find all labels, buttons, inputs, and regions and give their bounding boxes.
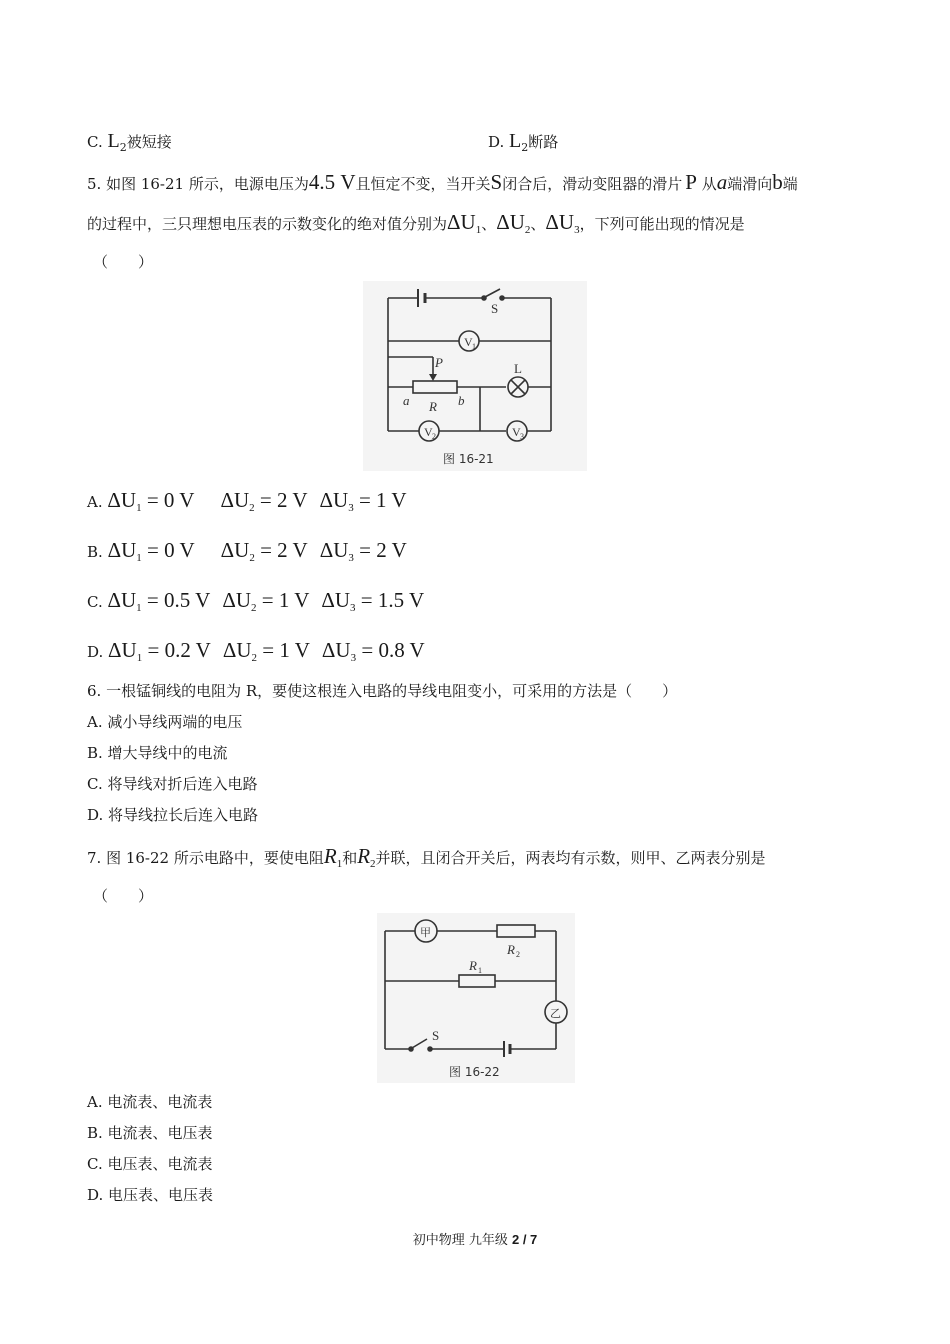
q5-option-b: B. $\Delta U_1 = 0$ V $\Delta U_2 = 2$ V $\Delta U_3 = 2$ V	[87, 538, 407, 564]
q6-option-b: B. 增大导线中的电流	[87, 744, 228, 762]
q6-option-d: D. 将导线拉长后连入电路	[87, 806, 259, 824]
fig1-label-s: S	[491, 301, 499, 316]
q5-option-c: C. $\Delta U_1 = 0.5$ V $\Delta U_2 = 1$ V $\Delta U_3 = 1.5$ V	[87, 588, 425, 614]
q7-option-c: C. 电压表、电流表	[87, 1155, 213, 1173]
q5-stem-line2: 的过程中，三只理想电压表的示数变化的绝对值分别为$\Delta U_1$、$\Delta U_2$、$\Delta U_3$，下列可能出现的情况是	[87, 210, 745, 236]
q5-answer-bracket: （ ）	[93, 253, 154, 271]
fig2-label-jia: 甲	[420, 926, 431, 939]
fig1-label-v3: V	[512, 425, 521, 439]
fig2-label-s: S	[432, 1028, 440, 1043]
q7-stem: 7. 图 16-22 所示电路中，要使电阻$R_1$和$R_2$并联，且闭合开关后，两表均有示数，则甲、乙两表分别是	[87, 844, 766, 870]
svg-text:2: 2	[516, 950, 520, 959]
q5-option-a: A. $\Delta U_1 = 0$ V $\Delta U_2 = 2$ V $\Delta U_3 = 1$ V	[87, 488, 407, 514]
q7-answer-bracket: （ ）	[93, 887, 154, 905]
page-footer	[0, 1229, 950, 1248]
figure-16-21	[363, 281, 587, 471]
fig1-label-r: R	[429, 399, 437, 414]
fig2-label-r2: R	[507, 942, 515, 957]
q5-stem-line1: 5. 如图 16-21 所示，电源电压为4.5 V且恒定不变，当开关S闭合后，滑动变阻器的滑片 P 从a端滑向b端	[87, 170, 798, 194]
q5-option-d: D. $\Delta U_1 = 0.2$ V $\Delta U_2 = 1$ V $\Delta U_3 = 0.8$ V	[87, 638, 425, 664]
fig1-label-b: b	[458, 393, 465, 408]
q7-option-b: B. 电流表、电压表	[87, 1124, 213, 1142]
q6-option-c: C. 将导线对折后连入电路	[87, 775, 258, 793]
q6-option-a: A. 减小导线两端的电压	[87, 713, 243, 731]
fig1-label-v2: V	[424, 425, 433, 439]
svg-text:3: 3	[520, 432, 524, 441]
fig1-label-v1: V	[464, 335, 473, 349]
fig1-label-a: a	[403, 393, 410, 408]
fig2-label-r1: R	[469, 958, 477, 973]
svg-text:2: 2	[432, 432, 436, 441]
q4-option-c: C. $L_2$被短接	[87, 130, 172, 154]
fig1-label-l: L	[514, 361, 522, 376]
page-number: 2 / 7	[511, 1232, 538, 1247]
fig2-caption: 图 16-22	[449, 1065, 500, 1079]
svg-text:1: 1	[478, 966, 482, 975]
q7-option-a: A. 电流表、电流表	[87, 1093, 213, 1111]
svg-text:1: 1	[472, 342, 476, 351]
fig1-label-p: P	[435, 355, 443, 370]
q7-option-d: D. 电压表、电压表	[87, 1186, 214, 1204]
q4-option-d: D. $L_2$断路	[488, 130, 559, 154]
figure-16-22	[377, 913, 575, 1083]
fig2-label-yi: 乙	[550, 1007, 561, 1020]
q6-stem: 6. 一根锰铜线的电阻为 R，要使这根连入电路的导线电阻变小，可采用的方法是（ ）	[87, 682, 678, 700]
footer-text: 初中物理 九年级	[412, 1233, 508, 1248]
fig1-caption: 图 16-21	[443, 452, 494, 466]
